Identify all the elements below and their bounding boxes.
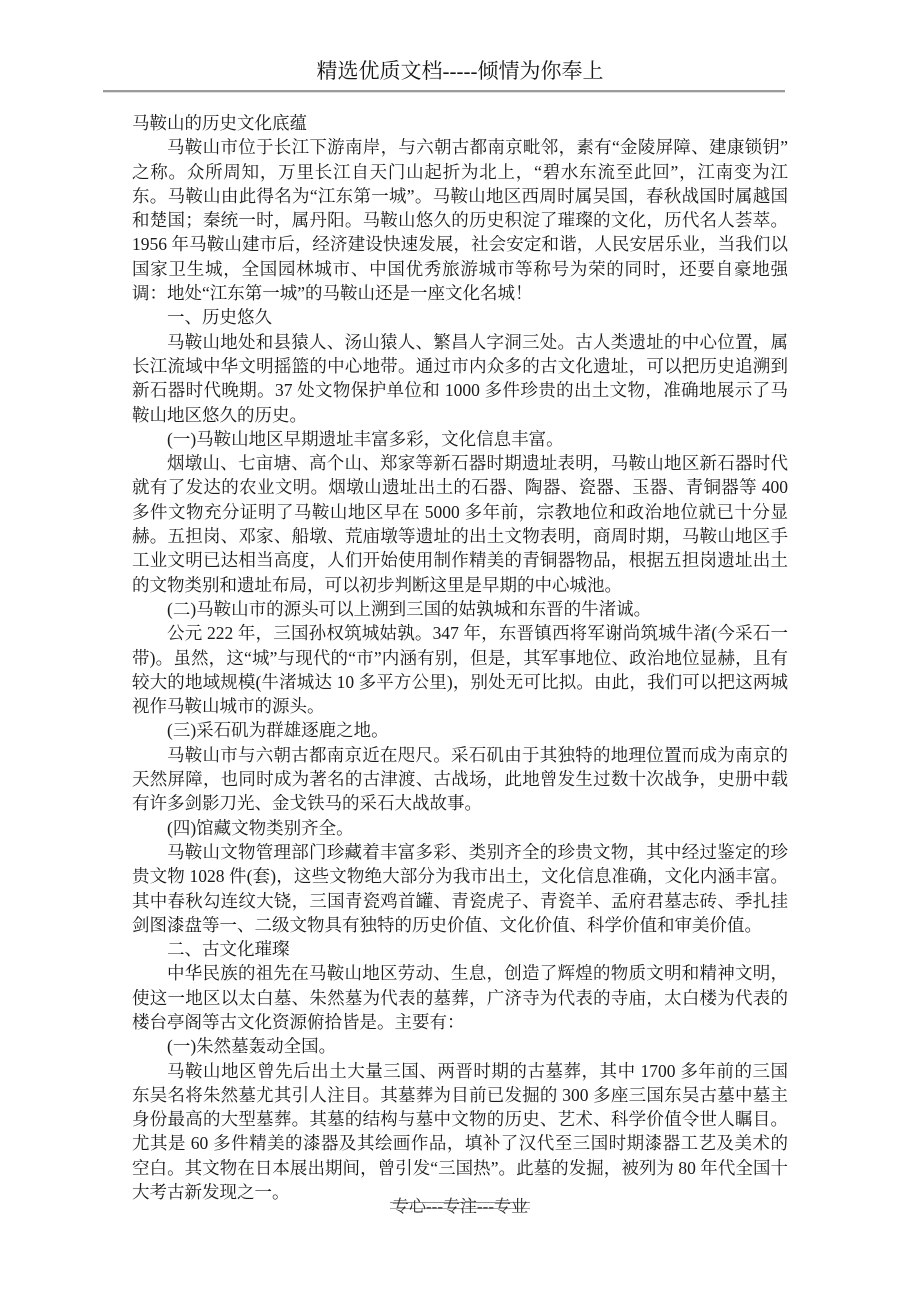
document-body bbox=[132, 111, 788, 1204]
page-footer bbox=[0, 1195, 920, 1219]
header-rule bbox=[103, 90, 785, 92]
subheading-1-2: (二)马鞍山市的源头可以上溯到三国的姑孰城和东晋的牛渚诚。 bbox=[167, 598, 652, 619]
paragraph-1-2: 公元 222 年，三国孙权筑城姑孰。347 年，东晋镇西将军谢尚筑城牛渚(今采石一带)。虽然，这“城”与现代的“市”内涵有别，但是，其军事地位、政治地位显赫，且有较大的地域规模(牛渚城达 10 多平方公里)，别处无可比拟。由此，我们可以把这两城视作马鞍山城市的源头。 bbox=[132, 623, 788, 717]
paragraph-1-1: 烟墩山、七亩塘、高个山、郑家等新石器时期遗址表明，马鞍山地区新石器时代就有了发达的农业文明。烟墩山遗址出土的石器、陶器、瓷器、玉器、青铜器等 400 多件文物充分证明了马鞍山地区早在 5000 多年前，宗教地位和政治地位就已十分显赫。五担岗、邓家、船墩、荒庙墩等遗址的出土文物表明，商周时期，马鞍山地区手工业文明已达相当高度，人们开始使用制作精美的青铜器物品，根据五担岗遗址出土的文物类别和遗址布局，可以初步判断这里是早期的中心城池。 bbox=[132, 453, 788, 595]
paragraph-1-4: 马鞍山文物管理部门珍藏着丰富多彩、类别齐全的珍贵文物，其中经过鉴定的珍贵文物 1028 件(套)，这些文物绝大部分为我市出土，文化信息准确，文化内涵丰富。其中春秋勾连纹大铙，三国青瓷鸡首罐、青瓷虎子、青瓷羊、孟府君墓志砖、季扎挂剑图漆盘等一、二级文物具有独特的历史价值、文化价值、科学价值和审美价值。 bbox=[132, 841, 788, 935]
subheading-1-4: (四)馆藏文物类别齐全。 bbox=[167, 817, 354, 838]
subheading-1-1: (一)马鞍山地区早期遗址丰富多彩，文化信息丰富。 bbox=[167, 428, 564, 449]
section-heading-1: 一、历史悠久 bbox=[167, 307, 272, 328]
section-heading-2: 二、古文化璀璨 bbox=[167, 939, 290, 960]
paragraph-2-intro: 中华民族的祖先在马鞍山地区劳动、生息，创造了辉煌的物质文明和精神文明，使这一地区以太白墓、朱然墓为代表的墓葬，广济寺为代表的寺庙，太白楼为代表的楼台亭阁等古文化资源俯拾皆是。主要有： bbox=[132, 963, 788, 1032]
subheading-2-1: (一)朱然墓轰动全国。 bbox=[167, 1036, 337, 1057]
paragraph-2-1: 马鞍山地区曾先后出土大量三国、两晋时期的古墓葬，其中 1700 多年前的三国东吴名将朱然墓尤其引人注目。其墓葬为目前已发掘的 300 多座三国东吴古墓中墓主身份最高的大型墓葬。其墓的结构与墓中文物的历史、艺术、科学价值令世人瞩目。尤其是 60 多件精美的漆器及其绘画作品，填补了汉代至三国时期漆器工艺及美术的空白。其文物在日本展出期间，曾引发“三国热”。此墓的发掘，被列为 80 年代全国十大考古新发现之一。 bbox=[132, 1060, 788, 1203]
paragraph-intro: 马鞍山市位于长江下游南岸，与六朝古都南京毗邻，素有“金陵屏障、建康锁钥”之称。众所周知，万里长江自天门山起折为北上，“碧水东流至此回”，江南变为江东。马鞍山由此得名为“江东第一城”。马鞍山地区西周时属吴国，春秋战国时属越国和楚国；秦统一时，属丹阳。马鞍山悠久的历史积淀了璀璨的文化，历代名人荟萃。1956 年马鞍山建市后，经济建设快速发展，社会安定和谐，人民安居乐业，当我们以国家卫生城，全国园林城市、中国优秀旅游城市等称号为荣的同时，还要自豪地强调：地处“江东第一城”的马鞍山还是一座文化名城！ bbox=[132, 137, 788, 304]
paragraph-1-3: 马鞍山市与六朝古都南京近在咫尺。采石矶由于其独特的地理位置而成为南京的天然屏障，也同时成为著名的古津渡、古战场，此地曾发生过数十次战争，史册中载有许多剑影刀光、金戈铁马的采石大战故事。 bbox=[132, 744, 788, 814]
paragraph-history: 马鞍山地处和县猿人、汤山猿人、繁昌人字洞三处。古人类遗址的中心位置，属长江流域中华文明摇篮的中心地带。通过市内众多的古文化遗址，可以把历史追溯到新石器时代晚期。37 处文物保护单位和 1000 多件珍贵的出土文物，准确地展示了马鞍山地区悠久的历史。 bbox=[132, 331, 788, 425]
page-header-slogan: 精选优质文档-----倾情为你奉上 bbox=[316, 59, 604, 83]
footer-slogan: 专心---专注---专业 bbox=[390, 1195, 530, 1219]
subheading-1-3: (三)采石矶为群雄逐鹿之地。 bbox=[167, 720, 389, 741]
doc-title: 马鞍山的历史文化底蕴 bbox=[132, 113, 307, 133]
